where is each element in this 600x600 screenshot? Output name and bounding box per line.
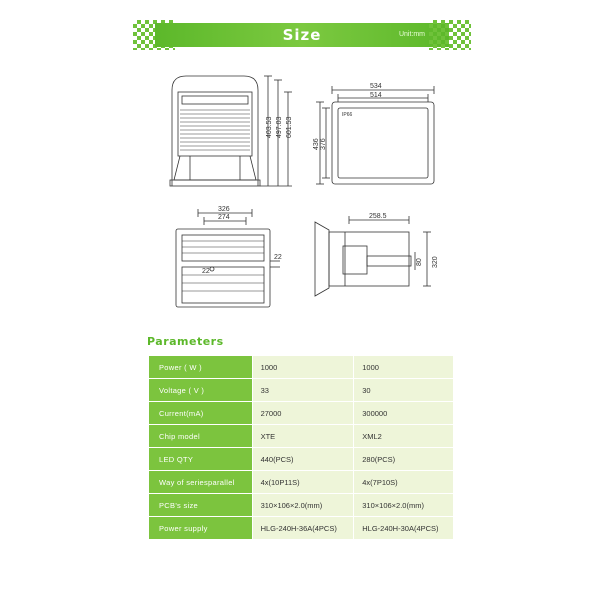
table-row (149, 494, 454, 517)
param-value: XML2 (354, 425, 454, 448)
dim-back-1: 326 (218, 206, 230, 213)
table-row (149, 425, 454, 448)
param-label: Power ( W ) (149, 356, 253, 379)
dim-side-4: 376 (320, 138, 327, 150)
side-view-drawing (310, 80, 440, 190)
dim-back-3: 22 (202, 268, 210, 275)
param-label: LED QTY (149, 448, 253, 471)
dim-profile-3: 80 (416, 258, 423, 266)
table-row (149, 379, 454, 402)
param-value: 310×106×2.0(mm) (354, 494, 454, 517)
param-value: XTE (252, 425, 354, 448)
dim-profile-1: 258.5 (369, 213, 387, 220)
param-value: 440(PCS) (252, 448, 354, 471)
table-row (149, 356, 454, 379)
param-value: 33 (252, 379, 354, 402)
dim-side-3: 436 (313, 138, 320, 150)
param-value: 310×106×2.0(mm) (252, 494, 354, 517)
dim-back-2: 274 (218, 214, 230, 221)
table-row (149, 471, 454, 494)
table-row (149, 517, 454, 540)
param-label: Way of seriesparallel (149, 471, 253, 494)
param-label: Current(mA) (149, 402, 253, 425)
ip-badge: IP66 (342, 112, 353, 118)
dim-front-3: 601.53 (286, 116, 293, 138)
dim-side-1: 534 (370, 83, 382, 90)
dim-front-1: 403.53 (266, 116, 273, 138)
parameters-table (148, 355, 454, 540)
dim-front-2: 497.03 (276, 116, 283, 138)
param-value: 1000 (252, 356, 354, 379)
banner-unit: Unit:mm (398, 31, 425, 38)
param-value: 30 (354, 379, 454, 402)
param-label: Chip model (149, 425, 253, 448)
back-view-drawing (168, 205, 288, 310)
table-row (149, 448, 454, 471)
param-value: 27000 (252, 402, 354, 425)
param-value: HLG-240H-36A(4PCS) (252, 517, 354, 540)
table-row (149, 402, 454, 425)
size-banner (133, 20, 471, 50)
banner-title: Size (282, 26, 322, 44)
front-view-drawing (160, 68, 300, 198)
param-label: PCB's size (149, 494, 253, 517)
parameters-title: Parameters (147, 335, 224, 348)
param-value: 300000 (354, 402, 454, 425)
param-value: 4x(7P10S) (354, 471, 454, 494)
dim-profile-2: 320 (432, 256, 439, 268)
param-value: 1000 (354, 356, 454, 379)
param-label: Voltage ( V ) (149, 379, 253, 402)
dim-side-2: 514 (370, 92, 382, 99)
dim-back-4: 22 (274, 254, 282, 261)
param-value: 4x(10P11S) (252, 471, 354, 494)
param-value: 280(PCS) (354, 448, 454, 471)
param-value: HLG-240H-30A(4PCS) (354, 517, 454, 540)
param-label: Power supply (149, 517, 253, 540)
profile-view-drawing (305, 212, 445, 302)
